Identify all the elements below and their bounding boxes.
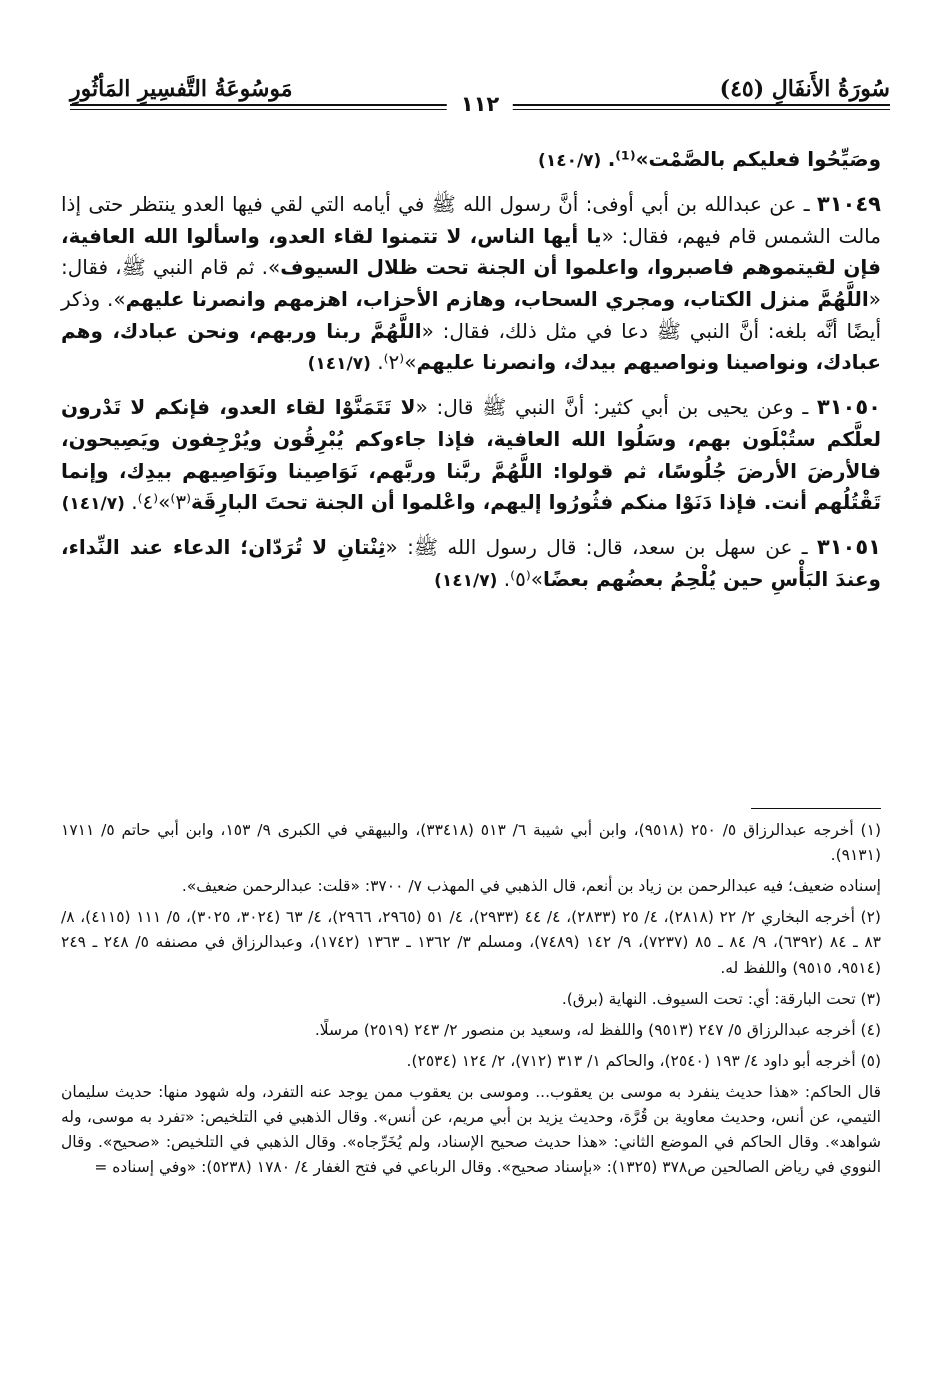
narration-text: ». ثم قام النبي ﷺ، فقال: « xyxy=(61,255,881,311)
surah-title: سُورَةُ الأَنفَالِ (٤٥) xyxy=(719,76,890,102)
footnotes xyxy=(61,818,881,1186)
footnote: قال الحاكم: «هذا حديث ينفرد به موسى بن يعقوب... وموسى بن يعقوب ممن يوجد عنه التفرد، وله شهود منها: حديث سليمان التيمي، عن أنس، وحديث معاوية بن قُرَّة، وحديث يزيد بن أبي مريم، عن أنس». وقال الذهبي في التلخيص: «تفرد به موسى، وله شواهد». وقال الحاكم في الموضع الثاني: «هذا حديث صحيح الإسناد، ولم يُخَرِّجاه». وقال الذهبي في التلخيص: «صحيح». وقال النووي في رياض الصالحين ص٣٧٨ (١٣٢٥): «بإسناد صحيح». وقال الرباعي في فتح الغفار ٤/ ١٧٨٠ (٥٢٣٨): «وفي إسناده = xyxy=(61,1082,881,1177)
footnote: (٤) أخرجه عبدالرزاق ٥/ ٢٤٧ (٩٥١٣) واللفظ له، وسعيد بن منصور ٢/ ٢٤٣ (٢٥١٩) مرسلًا. xyxy=(314,1020,881,1039)
hadith-number: ٣١٠٥٠ xyxy=(816,394,881,419)
reference: (١٤١/٧) xyxy=(307,354,371,375)
narration-text: ـ عن سهل بن سعد، قال: قال رسول الله ﷺ: « xyxy=(385,534,817,559)
hadith-31050 xyxy=(61,391,881,519)
narration-text: ـ وعن يحيى بن أبي كثير: أنَّ النبي ﷺ قال: « xyxy=(415,394,817,419)
footnote: (٥) أخرجه أبو داود ٤/ ١٩٣ (٢٥٤٠)، والحاكم ١/ ٣١٣ (٧١٢)، ٢/ ١٢٤ (٢٥٣٤). xyxy=(406,1051,881,1070)
narration-text: »⁽٥⁾. xyxy=(503,566,543,591)
reference: (١٤٠/٧) xyxy=(538,151,602,171)
footnote: إسناده ضعيف؛ فيه عبدالرحمن بن زياد بن أنعم، قال الذهبي في المهذب ٧/ ٣٧٠٠: «قلت: عبدالرحمن ضعيف». xyxy=(181,877,881,896)
page-number: ١١٢ xyxy=(447,92,513,116)
hadith-number: ٣١٠٥١ xyxy=(816,534,881,559)
narration-text: ـ عن عبدالله بن أبي أوفى: أنَّ رسول الله ﷺ في أيامه التي لقي فيها العدو ينتظر حتى إذا مالت الشمس قام فيهم، فقال: « xyxy=(61,191,881,248)
footnote: (٢) أخرجه البخاري ٢/ ٢٢ (٢٨١٨)، ٤/ ٢٥ (٢٨٣٣)، ٤/ ٤٤ (٢٩٣٣)، ٤/ ٥١ (٢٩٦٥، ٢٩٦٦)، ٤/ ٦٣ (٣٠٢٤، ٣٠٢٥)، ٥/ ١١١ (٤١١٥)، ٨/ ٨٣ ـ ٨٤ (٦٣٩٢)، ٩/ ٨٤ ـ ٨٥ (٧٢٣٧)، ٩/ ١٤٢ (٧٤٨٩)، ومسلم ٣/ ١٣٦٢ ـ ١٣٦٣ (١٧٤٢)، وعبدالرزاق في مصنفه ٥/ ٢٤٨ ـ ٢٤٩ (٩٥١٤، ٩٥١٥) واللفظ له. xyxy=(61,908,881,977)
narration-text: »⁽٢⁾. xyxy=(377,350,417,375)
reference: (١٤١/٧) xyxy=(61,494,125,515)
quote-text: اللَّهُمَّ منزل الكتاب، ومجري السحاب، وهازم الأحزاب، اهزمهم وانصرنا عليهم xyxy=(125,286,869,311)
paragraph xyxy=(61,144,881,176)
quote-text: لا تَتَمَنَّوْا لقاء العدو، فإنكم لا تَدْرون لعلَّكم ستُبْلَون بهم، وسَلُوا الله العافية، فإذا جاءوكم يُبْرِقُون ويُرْجِفون ويَصِيحون، فالأرضَ الأرضَ جُلُوسًا، ثم قولوا: اللَّهُمَّ ربَّنا وربَّهم، نَوَاصِينا ونَوَاصِيهم بيدِك، وإنما تَقْتُلُهم أنت. فإذا دَنَوْا منكم فثُورُوا إليهم، واعْلموا أن الجنة تحتَ البارِقَة xyxy=(61,394,881,515)
footnote: (١) أخرجه عبدالرزاق ٥/ ٢٥٠ (٩٥١٨)، وابن أبي شيبة ٦/ ٥١٣ (٣٣٤١٨)، والبيهقي في الكبرى ٩/ ١٥٣، وابن أبي حاتم ٥/ ١٧١١ (٩١٣١). xyxy=(61,821,881,865)
page-header xyxy=(70,72,890,120)
quote-text: ثِنْتانِ لا تُرَدّان؛ الدعاء عند النِّداء، وعندَ البَأْسِ حين يُلْحِمُ بعضُهم بعضًا xyxy=(61,534,881,591)
quote-text: يا أيها الناس، لا تتمنوا لقاء العدو، واسألوا الله العافية، فإن لقيتموهم فاصبروا، واعلموا أن الجنة تحت ظلال السيوف xyxy=(61,223,881,280)
quote-text: اللَّهُمَّ ربنا وربهم، ونحن عبادك، وهم عبادك، ونواصينا ونواصيهم بيدك، وانصرنا عليهم xyxy=(61,318,881,375)
hadith-31051 xyxy=(61,531,881,596)
quote-text: وصَيِّحُوا فعليكم بالصَّمْت»⁽¹⁾. xyxy=(607,147,881,171)
main-text xyxy=(61,144,881,607)
hadith-31049 xyxy=(61,188,881,379)
narration-text: ⁽٣⁾»⁽٤⁾. xyxy=(131,490,191,515)
footnote-separator xyxy=(751,808,881,809)
footnote: (٣) تحت البارقة: أي: تحت السيوف. النهاية (برق). xyxy=(561,989,881,1008)
book-title: مَوسُوعَةُ التَّفسِيرِ المَأثُورِ xyxy=(70,76,293,102)
reference: (١٤١/٧) xyxy=(434,570,498,591)
narration-text: ». وذكر أيضًا أنَّه بلغه: أنَّ النبي ﷺ دعا في مثل ذلك، فقال: « xyxy=(61,286,882,343)
hadith-number: ٣١٠٤٩ xyxy=(816,191,881,216)
